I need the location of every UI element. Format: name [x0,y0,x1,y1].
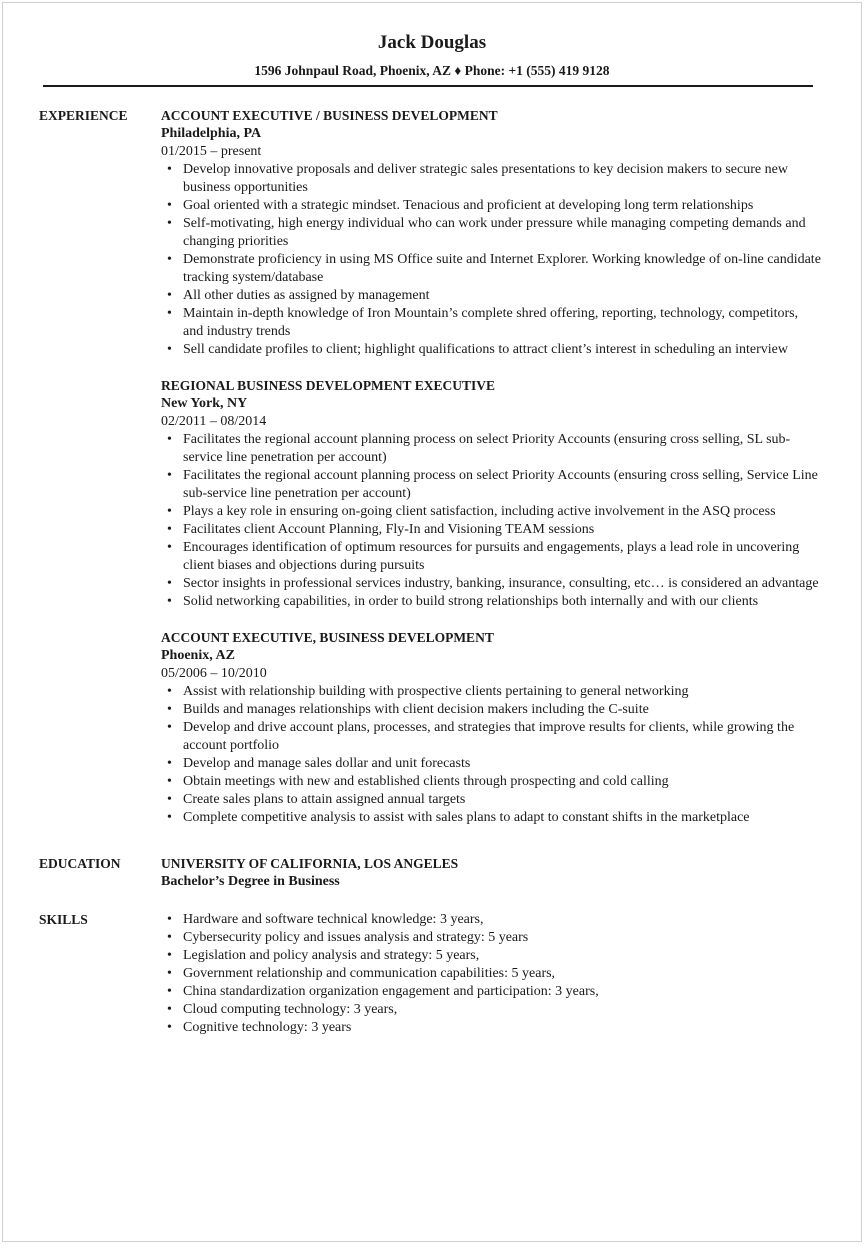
job-bullet: • Goal oriented with a strategic mindset. Tenacious and proficient at developing long term relationships [183,197,821,215]
job-dates: 05/2006 – 10/2010 [161,666,267,681]
job-bullet: • Facilitates the regional account planning process on select Priority Accounts (ensuring cross selling, SL sub-service line penetration per account) [183,431,821,467]
job-bullet: • Develop and drive account plans, processes, and strategies that improve results for clients, while growing the account portfolio [183,719,821,755]
job-bullet: • Complete competitive analysis to assist with sales plans to adapt to constant shifts in the marketplace [183,809,821,827]
job-bullet: • Demonstrate proficiency in using MS Office suite and Internet Explorer. Working knowledge of on-line candidate tracking system/database [183,251,821,287]
job-title: ACCOUNT EXECUTIVE / BUSINESS DEVELOPMENT [161,108,498,123]
education-body [161,855,821,891]
degree-name: Bachelor’s Degree in Business [161,874,340,889]
job-bullet: • Create sales plans to attain assigned annual targets [183,791,821,809]
skills-list [161,911,821,1037]
skill-item: • Cloud computing technology: 3 years, [183,1001,821,1019]
job-dates: 01/2015 – present [161,144,262,159]
skill-item: • Cognitive technology: 3 years [183,1019,821,1037]
skill-item: • Cybersecurity policy and issues analysis and strategy: 5 years [183,929,821,947]
education-section [3,855,861,891]
job-bullet: • Builds and manages relationships with client decision makers including the C-suite [183,701,821,719]
experience-section [3,107,861,827]
section-label-skills: SKILLS [39,912,88,927]
job-bullet-list [161,683,821,827]
job-bullet-list [161,431,821,611]
resume-header [3,3,861,80]
job-entry [161,377,821,611]
job-bullet: • Develop innovative proposals and deliver strategic sales presentations to key decision makers to secure new business opportunities [183,161,821,197]
job-location: Phoenix, AZ [161,648,235,663]
job-bullet: • Encourages identification of optimum resources for pursuits and engagements, plays a lead role in uncovering client biases and objections during pursuits [183,539,821,575]
job-bullet: • Obtain meetings with new and established clients through prospecting and cold calling [183,773,821,791]
header-divider [43,85,813,87]
job-bullet: • Plays a key role in ensuring on-going client satisfaction, including active involvement in the ASQ process [183,503,821,521]
skills-body [161,911,821,1037]
skill-item: • Legislation and policy analysis and strategy: 5 years, [183,947,821,965]
job-bullet: • Self-motivating, high energy individual who can work under pressure while managing competing demands and changing priorities [183,215,821,251]
resume-page [2,2,862,1242]
job-bullet: • Sector insights in professional services industry, banking, insurance, consulting, etc… is considered an advantage [183,575,821,593]
job-bullet: • Facilitates the regional account planning process on select Priority Accounts (ensuring cross selling, Service Line sub-service line penetration per account) [183,467,821,503]
job-entry [161,629,821,827]
section-label-education: EDUCATION [39,856,121,871]
job-location: Philadelphia, PA [161,126,262,141]
section-label-experience: EXPERIENCE [39,108,128,123]
candidate-name: Jack Douglas [377,32,487,53]
job-bullet: • Maintain in-depth knowledge of Iron Mountain’s complete shred offering, reporting, technology, competitors, and industry trends [183,305,821,341]
job-bullet-list [161,161,821,359]
skill-item: • China standardization organization engagement and participation: 3 years, [183,983,821,1001]
job-dates: 02/2011 – 08/2014 [161,414,267,429]
job-location: New York, NY [161,396,248,411]
skills-section [3,911,861,1037]
school-name: UNIVERSITY OF CALIFORNIA, LOS ANGELES [161,856,459,871]
skill-item: • Government relationship and communication capabilities: 5 years, [183,965,821,983]
job-bullet: • All other duties as assigned by management [183,287,821,305]
contact-line: 1596 Johnpaul Road, Phoenix, AZ ♦ Phone: +1 (555) 419 9128 [254,63,610,78]
job-bullet: • Facilitates client Account Planning, Fly-In and Visioning TEAM sessions [183,521,821,539]
job-title: ACCOUNT EXECUTIVE, BUSINESS DEVELOPMENT [161,630,494,645]
skill-item: • Hardware and software technical knowledge: 3 years, [183,911,821,929]
job-title: REGIONAL BUSINESS DEVELOPMENT EXECUTIVE [161,378,495,393]
job-bullet: • Sell candidate profiles to client; highlight qualifications to attract client’s interest in scheduling an interview [183,341,821,359]
job-entry [161,107,821,359]
job-bullet: • Assist with relationship building with prospective clients pertaining to general networking [183,683,821,701]
experience-body [161,107,821,827]
job-bullet: • Solid networking capabilities, in order to build strong relationships both internally and with our clients [183,593,821,611]
job-bullet: • Develop and manage sales dollar and unit forecasts [183,755,821,773]
